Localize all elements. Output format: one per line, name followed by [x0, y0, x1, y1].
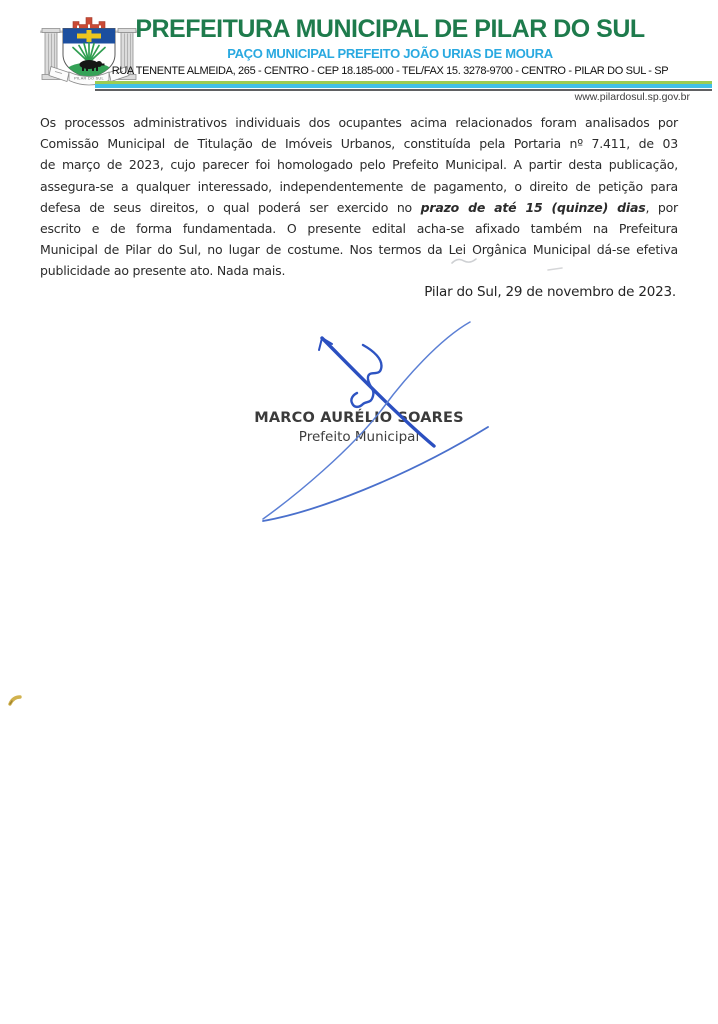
body-line: escrito e de forma fundamentada. O presente edital acha-se afixado também na Prefeitura	[40, 221, 678, 237]
body-line-prefix: defesa de seus direitos, o qual poderá ser exercido no	[40, 199, 421, 215]
page-title: PREFEITURA MUNICIPAL DE PILAR DO SUL	[135, 15, 645, 43]
divider-cyan-stripe	[95, 84, 712, 88]
letterhead	[100, 16, 680, 78]
body-line	[40, 197, 678, 218]
body-line: Comissão Municipal de Titulação de Imóveis Urbanos, constituída pela Portaria nº 7.411, de 03	[40, 136, 678, 152]
scan-artifact	[7, 694, 23, 708]
letterhead-subtitle: PAÇO MUNICIPAL PREFEITO JOÃO URIAS DE MOURA	[227, 46, 553, 61]
letterhead-divider	[95, 81, 712, 91]
signatory-role: Prefeito Municipal	[298, 429, 420, 445]
signatory-name: MARCO AURÉLIO SOARES	[254, 410, 464, 426]
deadline-emphasis: prazo de até 15 (quinze) dias	[420, 199, 646, 215]
body-line: Municipal de Pilar do Sul, no lugar de costume. Nos termos da Lei Orgânica Municipal dá-se efetiva	[40, 242, 678, 258]
body-line-suffix: , por	[645, 199, 678, 215]
body-line: publicidade ao presente ato. Nada mais.	[40, 263, 286, 279]
signature-ink	[255, 316, 500, 530]
scan-smudge	[450, 255, 480, 269]
letterhead-website: www.pilardosul.sp.gov.br	[574, 91, 690, 103]
body-line: assegura-se a qualquer interessado, independentemente de pagamento, o direito de petição para	[40, 178, 678, 194]
scan-smudge	[547, 265, 565, 275]
letterhead-address: RUA TENENTE ALMEIDA, 265 - CENTRO - CEP 18.185-000 - TEL/FAX 15. 3278-9700 - CENTRO - PILAR DO SUL - SP	[111, 65, 669, 77]
body-paragraph	[40, 112, 678, 282]
logo-ribbon-text: PILAR DO SUL	[74, 76, 104, 81]
dateline: Pilar do Sul, 29 de novembro de 2023.	[424, 284, 676, 300]
body-line: de março de 2023, cujo parecer foi homologado pelo Prefeito Municipal. A partir desta publicação,	[40, 157, 678, 173]
body-line: Os processos administrativos individuais dos ocupantes acima relacionados foram analisados por	[40, 115, 678, 130]
